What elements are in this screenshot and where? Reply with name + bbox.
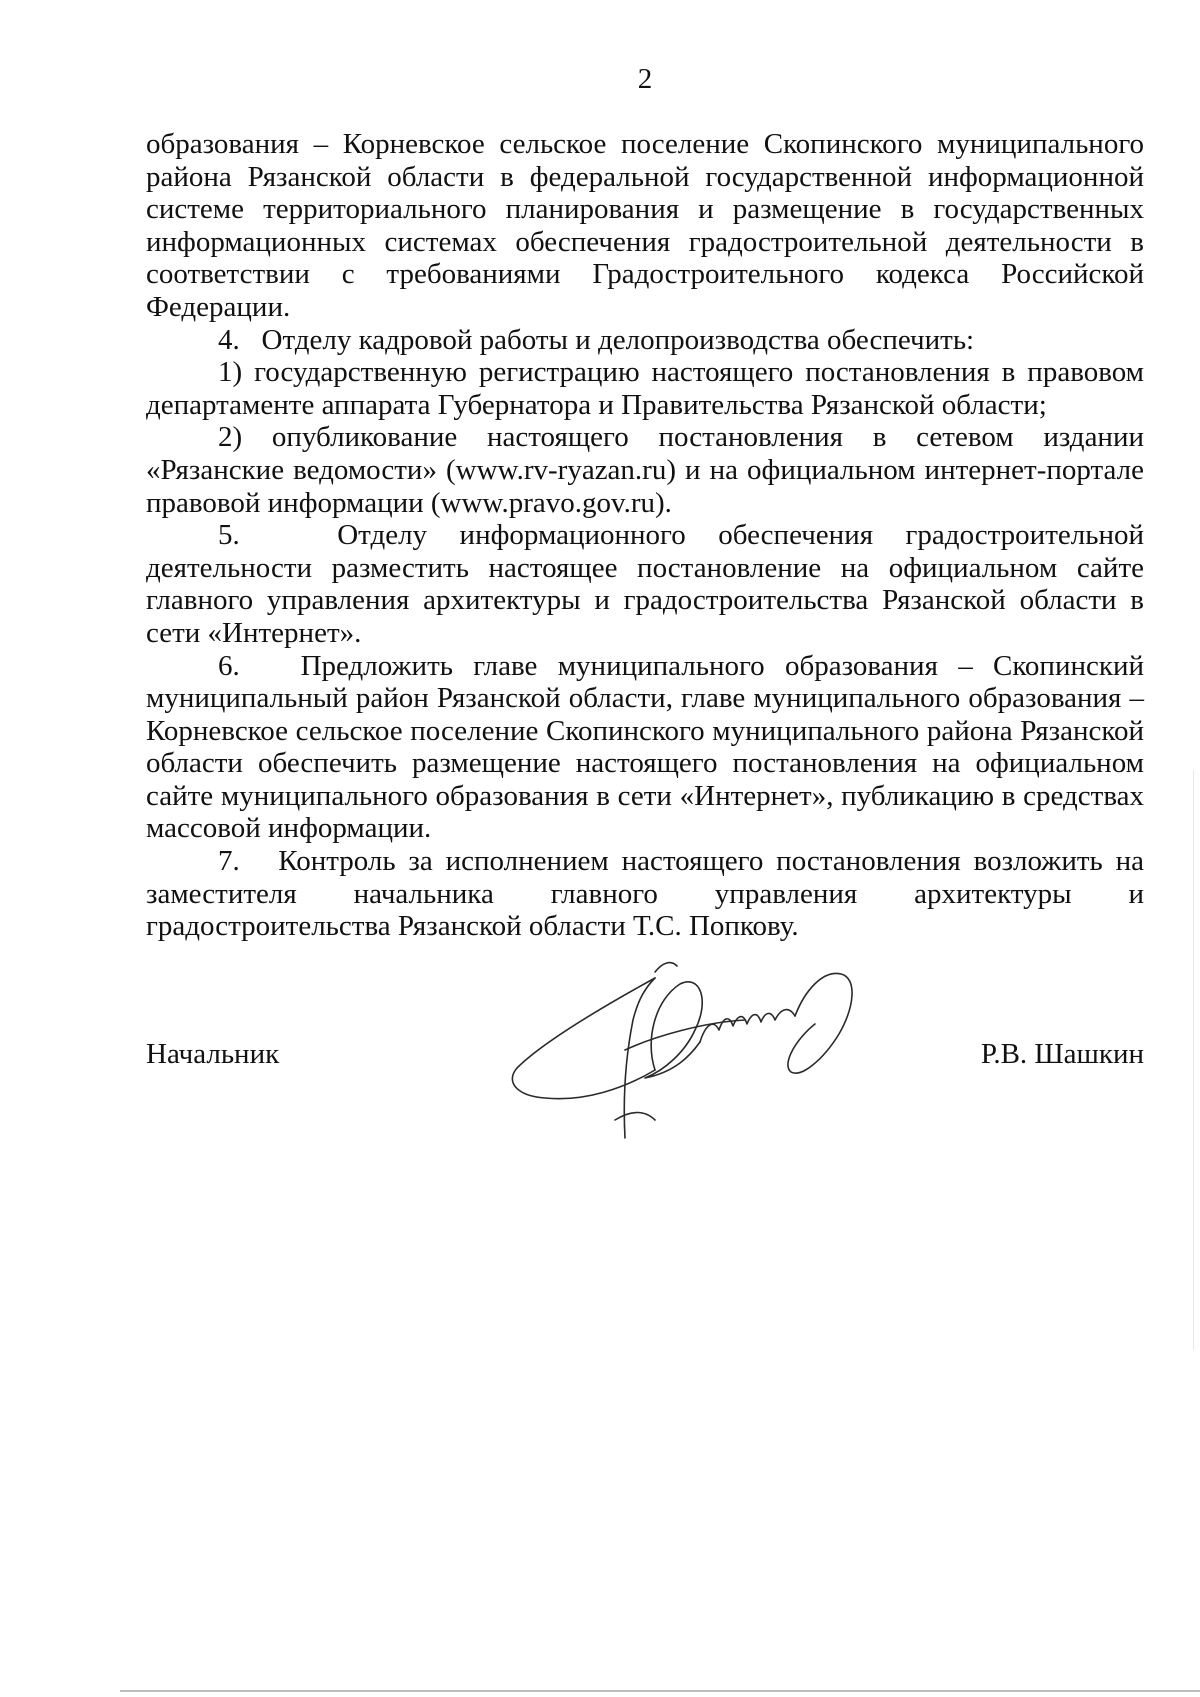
- paragraph-continuation: образования – Корневское сельское поселение Скопинского муниципального района Рязанской области в федеральной государственной информационной системе территориального планирования и размещение в государственных информационных системах обеспечения градостроительной деятельности в соответствии с требованиями Градостроительного кодекса Российской Федерации.: [146, 128, 1144, 323]
- page-number: 2: [637, 63, 653, 95]
- document-body: [146, 128, 1144, 943]
- scan-edge-line: [120, 1690, 1200, 1692]
- paragraph-item-5: 5. Отделу информационного обеспечения градостроительной деятельности разместить настоящее постановление на официальном сайте главного управления архитектуры и градостроительства Рязанской области в сети «Интернет».: [146, 519, 1144, 649]
- signer-title: Начальник: [146, 1038, 280, 1070]
- paragraph-item-4: 4. Отделу кадровой работы и делопроизводства обеспечить:: [218, 323, 975, 356]
- paragraph-subitem-1: 1) государственную регистрацию настоящего постановления в правовом департаменте аппарата Губернатора и Правительства Рязанской области;: [146, 356, 1144, 421]
- signer-name: Р.В. Шашкин: [980, 1038, 1144, 1070]
- paragraph-item-6: 6. Предложить главе муниципального образования – Скопинский муниципальный район Рязанской области, главе муниципального образования – Корневское сельское поселение Скопинского муниципального района Рязанской области обеспечить размещение настоящего постановления на официальном сайте муниципального образования в сети «Интернет», публикацию в средствах массовой информации.: [146, 649, 1144, 845]
- scan-edge-shadow: [1193, 770, 1194, 1350]
- paragraph-subitem-2: 2) опубликование настоящего постановления в сетевом издании «Рязанские ведомости» (www.rv-ryazan.ru) и на официальном интернет-портале правовой информации (www.pravo.gov.ru).: [146, 421, 1144, 519]
- paragraph-item-7: 7. Контроль за исполнением настоящего постановления возложить на заместителя начальника главного управления архитектуры и градостроительства Рязанской области Т.С. Попкову.: [146, 845, 1144, 943]
- signature-block: [146, 1037, 1144, 1077]
